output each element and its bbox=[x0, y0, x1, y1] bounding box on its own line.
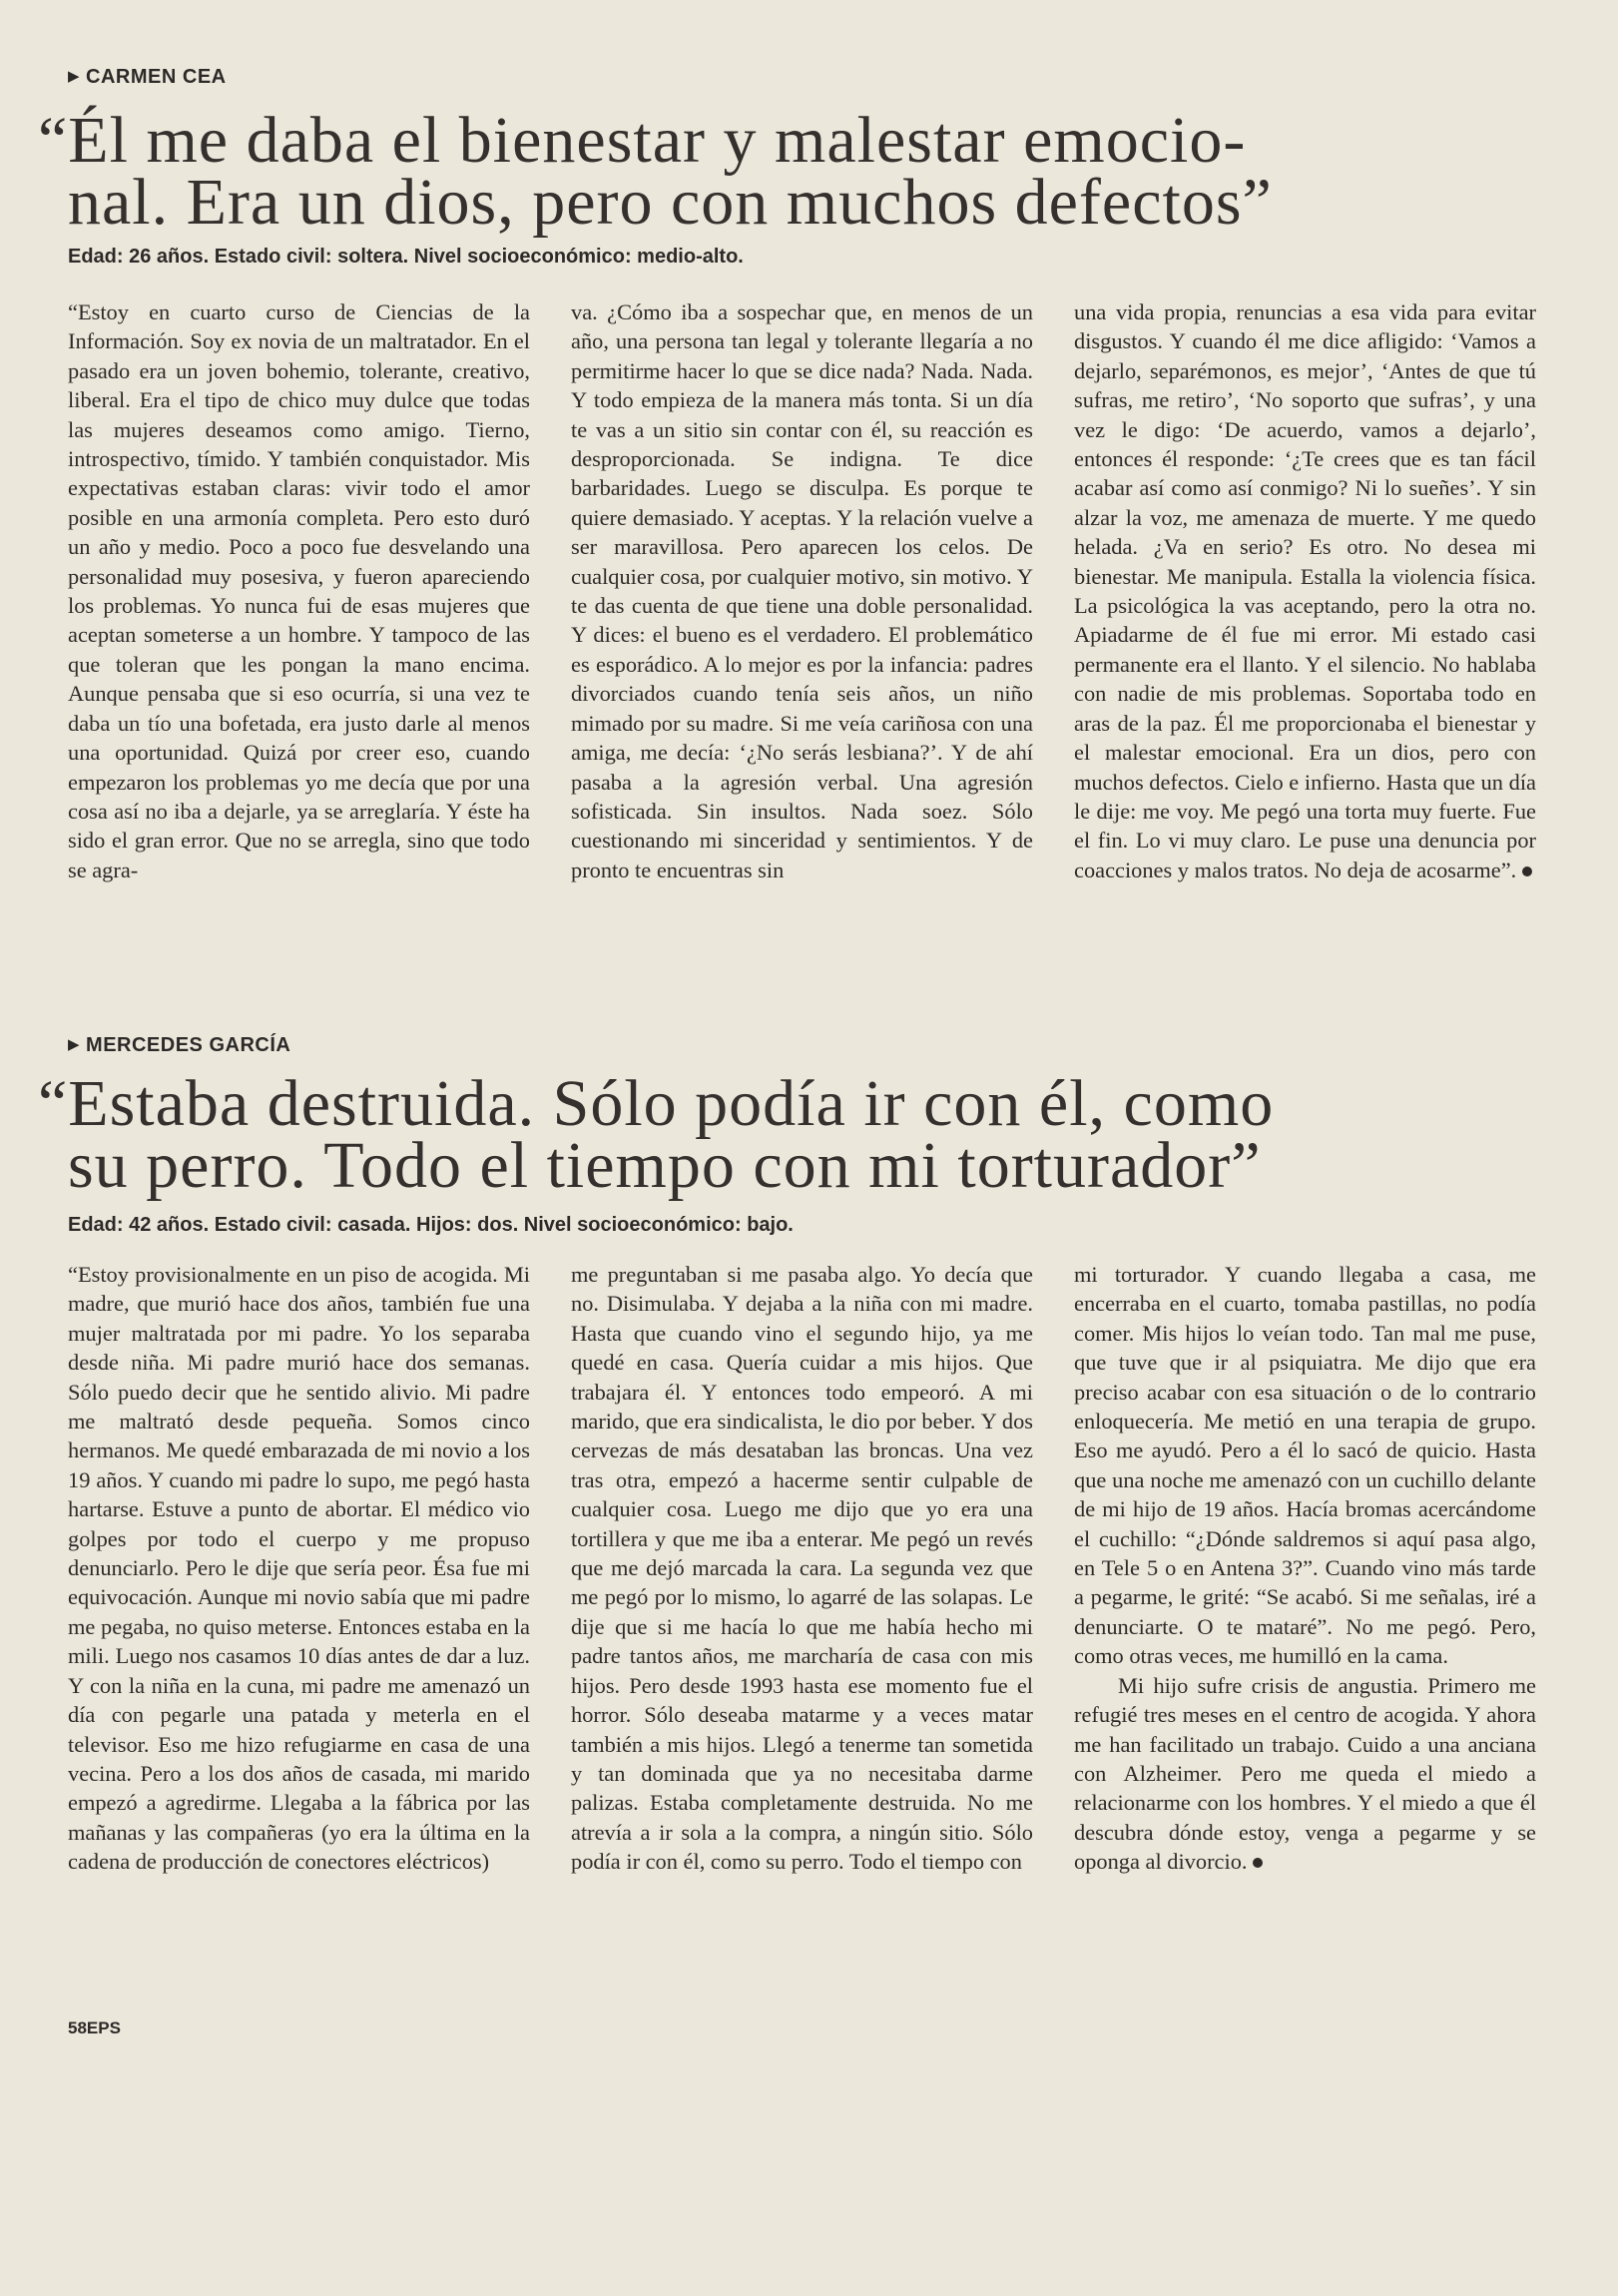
article-1-column-1: “Estoy en cuarto curso de Ciencias de la Información. Soy ex novia de un maltratador. En el pasado era un joven bohemio, tolerante, creativo, liberal. Era el tipo de chico muy dulce que todas las mujeres deseamos como amigo. Tierno, introspectivo, tímido. Y también conquistador. Mis expectativas estaban claras: vivir todo el amor posible en una armonía completa. Pero esto duró un año y medio. Poco a poco fue desvelando una personalidad muy posesiva, y fueron apareciendo los problemas. Yo nunca fui de esas mujeres que aceptan someterse a un hombre. Y tampoco de las que toleran que les pongan la mano encima. Aunque pensaba que si eso ocurría, si una vez te daba un tío una bofetada, era justo darle al menos una oportunidad. Quizá por creer eso, cuando empezaron los problemas yo me decía que por una cosa así no iba a dejarle, ya se arreglaría. Y éste ha sido el gran error. Que no se arregla, sino que todo se agra- bbox=[68, 299, 530, 882]
publication-name: EPS bbox=[86, 2018, 121, 2037]
article-2-column-3-paragraph-2 bbox=[1074, 1671, 1536, 1877]
page-number: 58 bbox=[68, 2018, 87, 2037]
article-2-meta: Edad: 42 años. Estado civil: casada. Hijos: dos. Nivel socioeconómico: bajo. bbox=[68, 1214, 794, 1236]
kicker-name: MERCEDES GARCÍA bbox=[86, 1034, 291, 1056]
arrow-right-icon: ▶ bbox=[68, 68, 81, 85]
article-1-headline-line-1: “Él me daba el bienestar y malestar emocio- bbox=[38, 104, 1247, 177]
article-2-kicker bbox=[68, 1034, 290, 1057]
article-2-column-3-paragraph-1: mi torturador. Y cuando llegaba a casa, me encerraba en el cuarto, tomaba pastillas, no podía comer. Mis hijos lo veían todo. Tan mal me puse, que tuve que ir al psiquiatra. Me dijo que era preciso acabar con esa situación o de lo contrario enloquecería. Me metió en una terapia de grupo. Eso me ayudó. Pero a él lo sacó de quicio. Hasta que una noche me amenazó con un cuchillo delante de mi hijo de 19 años. Hacía bromas acercándome el cuchillo: “¿Dónde saldremos si aquí pasa algo, en Tele 5 o en Antena 3?”. Cuando vino más tarde a pegarme, le grité: “Se acabó. Si me señalas, iré a denunciarte. O te mataré”. No me pegó. Pero, como otras veces, me humilló en la cama. bbox=[1074, 1262, 1536, 1669]
article-1-column-2: va. ¿Cómo iba a sospechar que, en menos de un año, una persona tan legal y tolerante llegaría a no permitirme hacer lo que se dice nada? Nada. Nada. Y todo empieza de la manera más tonta. Si un día te vas a un sitio sin contar con él, su reacción es desproporcionada. Se indigna. Te dice barbaridades. Luego se disculpa. Es porque te quiere demasiado. Y aceptas. Y la relación vuelve a ser maravillosa. Pero aparecen los celos. De cualquier cosa, por cualquier motivo, sin motivo. Y te das cuenta de que tiene una doble personalidad. Y dices: el bueno es el verdadero. El problemático es esporádico. A lo mejor es por la infancia: padres divorciados cuando tenía seis años, un niño mimado por su madre. Si me veía cariñosa con una amiga, me decía: ‘¿No serás lesbiana?’. Y de ahí pasaba a la agresión verbal. Una agresión sofisticada. Sin insultos. Nada soez. Sólo cuestionando mi sinceridad y sentimientos. Y de pronto te encuentras sin bbox=[571, 299, 1033, 882]
end-mark-icon bbox=[1522, 866, 1532, 876]
article-2-headline-line-2: su perro. Todo el tiempo con mi torturador” bbox=[68, 1129, 1262, 1202]
paragraph-text: Mi hijo sufre crisis de angustia. Primero me refugié tres meses en el centro de acogida. Y ahora me han facilitado un trabajo. Cuido a una anciana con Alzheimer. Pero me queda el miedo a relacionarme con los hombres. Y el miedo a que él descubra dónde estoy, venga a pegarme y se oponga al divorcio. bbox=[1074, 1672, 1536, 1875]
article-1-column-3-text: una vida propia, renuncias a esa vida para evitar disgustos. Y cuando él me dice afligido: ‘Vamos a dejarlo, separémonos, es mejor’, ‘Antes de que tú sufras, me retiro’, ‘No soporto que sufras’, y una vez le digo: ‘De acuerdo, vamos a dejarlo’, entonces él responde: ‘¿Te crees que es tan fácil acabar así como así conmigo? Ni lo sueñes’. Y sin alzar la voz, me amenaza de muerte. Y me quedo helada. ¿Va en serio? Es otro. No desea mi bienestar. Me manipula. Estalla la violencia física. La psicológica la vas aceptando, pero la otra no. Apiadarme de él fue mi error. Mi estado casi permanente era el llanto. Y el silencio. No hablaba con nadie de mis problemas. Soportaba todo en aras de la paz. Él me proporcionaba el bienestar y el malestar emocional. Era un dios, pero con muchos defectos. Cielo e infierno. Hasta que un día le dije: me voy. Me pegó una torta muy fuerte. Fue el fin. Lo vi muy claro. Le puse una denuncia por coacciones y malos tratos. No deja de acosarme”. bbox=[1074, 299, 1536, 882]
article-2-column-2: me preguntaban si me pasaba algo. Yo decía que no. Disimulaba. Y dejaba a la niña con mi madre. Hasta que cuando vino el segundo hijo, ya me quedé en casa. Quería cuidar a mis hijos. Que trabajara él. Y entonces todo empeoró. A mi marido, que era sindicalista, le dio por beber. Y dos cervezas de más desataban las broncas. Una vez tras otra, empezó a hacerme sentir culpable de cualquier cosa. Luego me dijo que yo era una tortillera y que me iba a enterar. Me pegó un revés que me dejó marcada la cara. La segunda vez que me pegó por lo mismo, lo agarré de las solapas. Le dije que si me hacía lo que me había hecho mi padre tantos años, me marcharía de casa con mis hijos. Pero desde 1993 hasta ese momento fue el horror. Sólo deseaba matarme y a veces matar también a mis hijos. Llegó a tenerme tan sometida y tan dominada que ya no necesitaba darme palizas. Estaba completamente destruida. No me atrevía a ir sola a la compra, a ningún sitio. Sólo podía ir con él, como su perro. Todo el tiempo con bbox=[571, 1262, 1033, 1875]
article-2-column-1: “Estoy provisionalmente en un piso de acogida. Mi madre, que murió hace dos años, también fue una mujer maltratada por mi padre. Yo los separaba desde niña. Mi padre murió hace dos semanas. Sólo puedo decir que he sentido alivio. Mi padre me maltrató desde pequeña. Somos cinco hermanos. Me quedé embarazada de mi novio a los 19 años. Y cuando mi padre lo supo, me pegó hasta hartarse. Estuve a punto de abortar. El médico vio golpes por todo el cuerpo y me propuso denunciarlo. Pero le dije que sería peor. Ésa fue mi equivocación. Aunque mi novio sabía que mi padre me pegaba, no quiso meterse. Entonces estaba en la mili. Luego nos casamos 10 días antes de dar a luz. Y con la niña en la cuna, mi padre me amenazó un día con pegarle una patada y meterla en el televisor. Eso me hizo refugiarme en casa de una vecina. Pero a los dos años de casada, mi marido empezó a agredirme. Llegaba a la fábrica por las mañanas y las compañeras (yo era la última en la cadena de producción de conectores eléctricos) bbox=[68, 1262, 530, 1875]
article-1-kicker bbox=[68, 66, 227, 89]
page-folio bbox=[68, 2018, 121, 2038]
article-1-column-3 bbox=[1074, 297, 1536, 884]
article-1-meta: Edad: 26 años. Estado civil: soltera. Nivel socioeconómico: medio-alto. bbox=[68, 246, 744, 268]
article-2-headline-line-1: “Estaba destruida. Sólo podía ir con él, como bbox=[38, 1067, 1275, 1140]
arrow-right-icon: ▶ bbox=[68, 1036, 81, 1053]
article-2-column-3 bbox=[1074, 1260, 1536, 1877]
end-mark-icon bbox=[1253, 1858, 1263, 1868]
article-1-headline-line-2: nal. Era un dios, pero con muchos defectos” bbox=[68, 166, 1273, 239]
kicker-name: CARMEN CEA bbox=[86, 66, 227, 88]
